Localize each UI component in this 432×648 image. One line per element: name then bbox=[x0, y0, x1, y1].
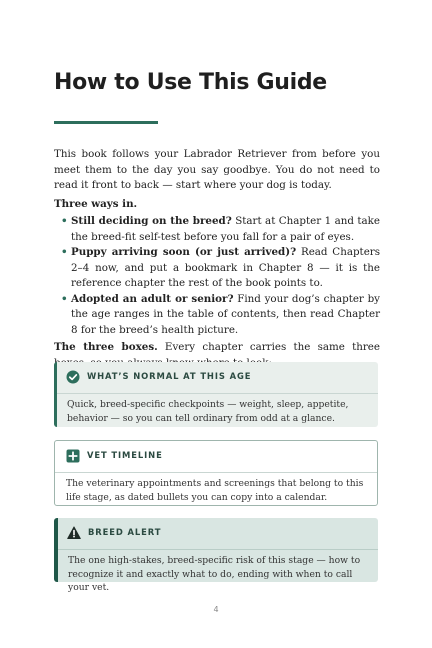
box-divider bbox=[58, 549, 378, 550]
page-title: How to Use This Guide bbox=[54, 70, 327, 95]
title-underline bbox=[54, 121, 158, 124]
box-divider bbox=[57, 393, 378, 394]
box-header bbox=[57, 362, 378, 393]
list-item bbox=[54, 245, 380, 292]
list-item-label: Puppy arriving soon (or just arrived)? bbox=[71, 246, 297, 258]
list-item-label: Adopted an adult or senior? bbox=[71, 292, 234, 305]
list-item-text: Read Chapters 2–4 now, and put a bookmark in Chapter 8 — it is the reference chapter the rest of the book points to. bbox=[71, 246, 380, 289]
box-title: WHAT’S NORMAL AT THIS AGE bbox=[87, 371, 252, 381]
ways-list bbox=[54, 214, 380, 338]
warning-triangle-icon bbox=[67, 526, 81, 540]
intro-paragraph: This book follows your Labrador Retriever from before you meet them to the day you say goodbye. You do not need to read it front to back — start where your dog is today. bbox=[54, 148, 380, 191]
box-header bbox=[55, 441, 377, 472]
box-text: The one high-stakes, breed-specific risk of this stage — how to recognize it and exactly what to do, ending with when to call your vet. bbox=[68, 555, 361, 593]
breed-alert-box bbox=[54, 518, 378, 593]
box-text: Quick, breed-specific checkpoints — weight, sleep, appetite, behavior — so you can tell ordinary from odd at a glance. bbox=[67, 399, 349, 424]
vet-timeline-box bbox=[54, 440, 378, 506]
plus-square-icon bbox=[66, 449, 80, 463]
box-header bbox=[58, 518, 378, 549]
list-item-text: Start at Chapter 1 and take the breed-fit self-test before you fall for a pair of eyes. bbox=[71, 215, 380, 243]
list-item-text: Find your dog’s chapter by the age ranges in the table of contents, then read Chapter 8 for the breed’s health picture. bbox=[71, 292, 380, 336]
bullet-icon: • bbox=[61, 292, 68, 305]
body-text bbox=[54, 147, 380, 374]
box-text: The veterinary appointments and screenings that belong to this life stage, as dated bullets you can copy into a calendar. bbox=[66, 478, 364, 503]
boxes-intro-label: The three boxes. bbox=[54, 341, 158, 353]
list-item-label: Still deciding on the breed? bbox=[71, 215, 232, 227]
page-number: 4 bbox=[213, 605, 219, 614]
box-title: VET TIMELINE bbox=[87, 450, 163, 460]
box-divider bbox=[55, 472, 377, 473]
bullet-icon: • bbox=[61, 215, 68, 227]
list-item bbox=[54, 214, 380, 245]
ways-heading: Three ways in. bbox=[54, 197, 138, 210]
boxes-intro-text: Every chapter carries the same three bbox=[164, 341, 380, 353]
list-item bbox=[54, 292, 380, 339]
check-circle-icon bbox=[66, 370, 80, 384]
bullet-icon: • bbox=[61, 246, 68, 258]
normal-at-this-age-box bbox=[54, 362, 378, 427]
box-title: BREED ALERT bbox=[88, 527, 162, 537]
